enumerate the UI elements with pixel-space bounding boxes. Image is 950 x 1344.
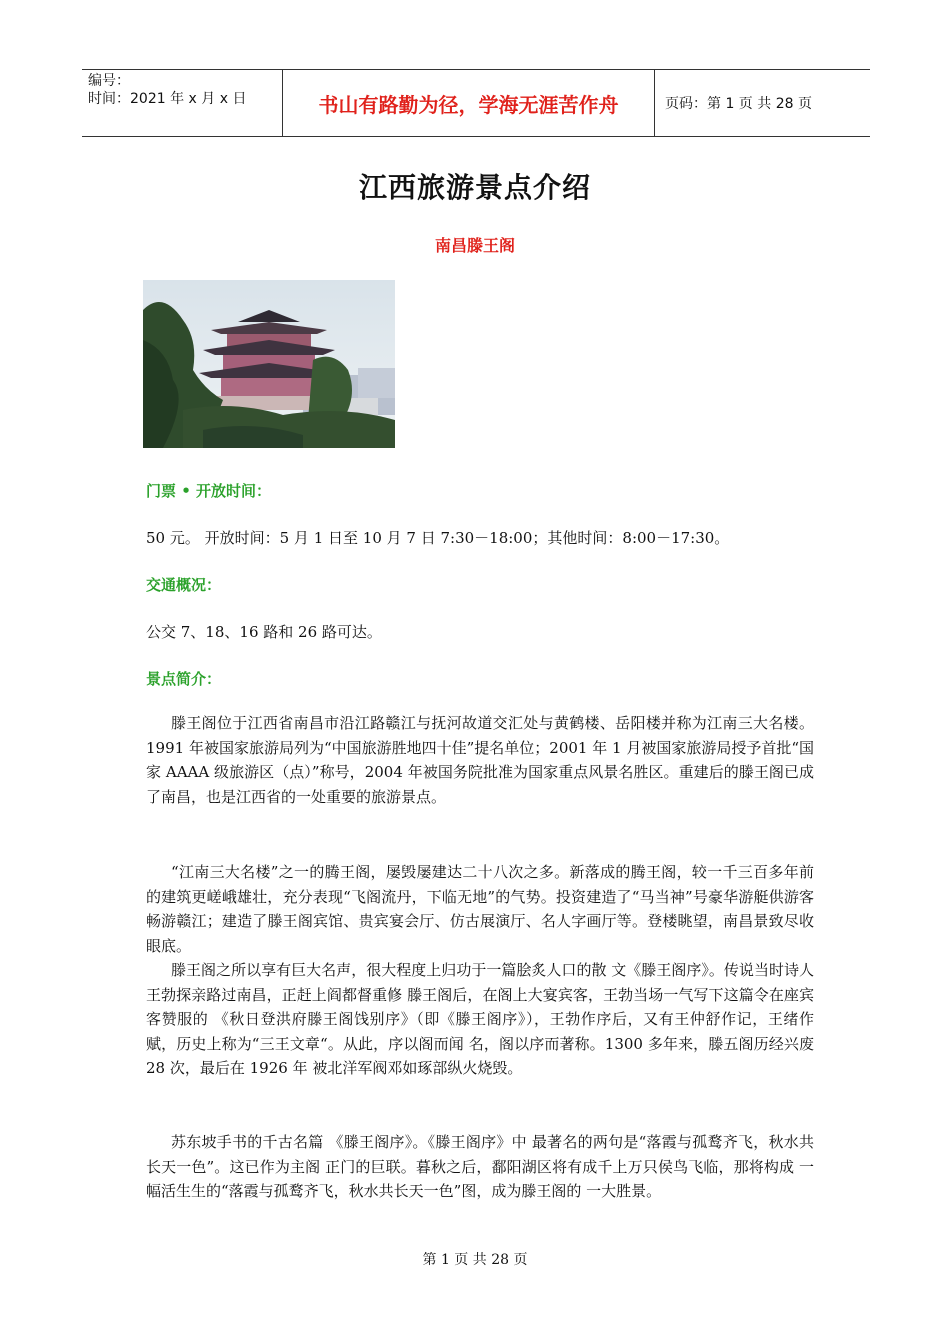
page-footer: 第 1 页 共 28 页: [422, 1252, 528, 1268]
document-number: 编号：: [88, 73, 130, 89]
tengwang-pavilion-photo: [143, 280, 395, 448]
traffic-heading: 交通概况：: [146, 576, 222, 594]
header-page-info: 页码：第 1 页 共 28 页: [665, 96, 812, 112]
traffic-text: 公交 7、18、16 路和 26 路可达。: [146, 623, 382, 641]
ticket-text: 50 元。 开放时间：5 月 1 日至 10 月 7 日 7:30－18:00；其他时间：8:00－17:30。: [146, 529, 730, 547]
intro-paragraph: 滕王阁位于江西省南昌市沿江路赣江与抚河故道交汇处与黄鹤楼、岳阳楼并称为江南三大名楼。1991 年被国家旅游局列为“中国旅游胜地四十佳”提名单位；2001 年 1 月被国家旅游局授予首批“国家 AAAA 级旅游区（点）”称号，2004 年被国务院批准为国家重点风景名胜区。重建后的滕王阁已成了南昌，也是江西省的一处重要的旅游景点。: [146, 714, 814, 806]
intro-paragraph: 苏东坡手书的千古名篇 《滕王阁序》。《滕王阁序》中 最著名的两句是“落霞与孤鹜齐飞，秋水共长天一色”。这已作为主阁 正门的巨联。暮秋之后，鄱阳湖区将有成千上万只侯鸟飞临，那将构成 一幅活生生的“落霞与孤鹜齐飞，秋水共长天一色”图，成为滕王阁的 一大胜景。: [146, 1133, 814, 1200]
document-date: 时间：2021 年 x 月 x 日: [88, 91, 247, 107]
page-header: [82, 69, 870, 137]
header-motto: 书山有路勤为径，学海无涯苦作舟: [282, 70, 655, 136]
page-title: 江西旅游景点介绍: [358, 171, 591, 204]
section-subtitle: 南昌滕王阁: [434, 236, 515, 255]
intro-paragraph: 滕王阁之所以享有巨大名声，很大程度上归功于一篇脍炙人口的散 文《滕王阁序》。传说当时诗人王勃探亲路过南昌，正赶上阎都督重修 滕王阁后，在阁上大宴宾客，王勃当场一气写下这篇令在座宾客赞服的 《秋日登洪府滕王阁饯别序》（即《滕王阁序》），王勃作序后，又有王仲舒作记，王绪作赋，历史上称为“三王文章“。从此，序以阁而闻 名，阁以序而著称。1300 多年来，滕五阁历经兴废 28 次，最后在 1926 年 被北洋军阀邓如琢部纵火烧毁。: [146, 961, 814, 1077]
header-meta: [82, 70, 282, 136]
ticket-heading: 门票 • 开放时间：: [146, 482, 272, 500]
intro-paragraph: “江南三大名楼”之一的腾王阁，屡毁屡建达二十八次之多。新落成的腾王阁，较一千三百多年前的建筑更嵯峨雄壮，充分表现“飞阁流丹，下临无地”的气势。投资建造了“马当神”号豪华游艇供游客畅游赣江；建造了滕王阁宾馆、贵宾宴会厅、仿古展演厅、名人字画厅等。登楼眺望，南昌景致尽收眼底。: [146, 863, 814, 955]
intro-heading: 景点简介：: [146, 670, 222, 688]
